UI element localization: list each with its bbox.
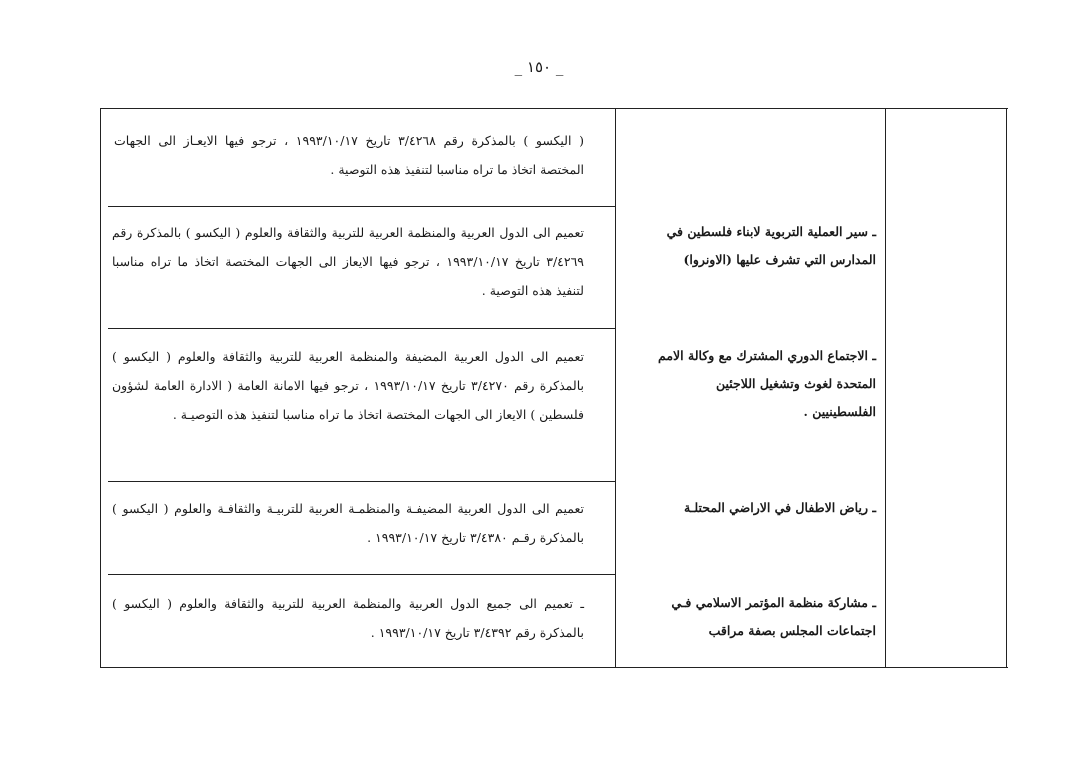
table-left-border: [100, 108, 101, 668]
row-separator: [108, 328, 615, 329]
table-top-border: [100, 108, 1008, 109]
action-cell: تعميم الى الدول العربية المضيفـة والمنظمـة العربية للتربيـة والثقافـة والعلوم ( اليكسو ) بالمذكرة رقـم ٣/٤٣٨٠ تاريخ ١٩٩٣/١٠/١٧ .: [112, 501, 584, 545]
column-divider-topic: [885, 108, 886, 668]
action-cell: تعميم الى الدول العربية المضيفة والمنظمة العربية للتربية والثقافة والعلوم ( اليكسو ) بالمذكرة رقم ٣/٤٢٧٠ تاريخ ١٩٩٣/١٠/١٧ ، ترجو فيها الامانة العامة ( الادارة العامة لشؤون فلسطين ) الايعاز الى الجهات المختصة اتخاذ ما تراه مناسبا لتنفيذ هذه التوصيـة .: [112, 349, 584, 422]
row-separator: [108, 206, 615, 207]
topic-cell: ـ رياض الاطفال في الاراضي المحتلـة: [683, 500, 876, 515]
table-bottom-border: [100, 667, 1008, 668]
column-divider-action: [615, 108, 616, 668]
table-right-border: [1006, 108, 1007, 668]
topic-cell: ـ سير العملية التربوية لابناء فلسطين في المدارس التي تشرف عليها (الاونروا): [666, 224, 876, 267]
topic-cell: ـ الاجتماع الدوري المشترك مع وكالة الامم المتحدة لغوث وتشغيل اللاجئين الفلسطينيين .: [658, 348, 876, 419]
recommendations-table: [100, 108, 1008, 668]
page-number: _ ١٥٠ _: [514, 58, 564, 76]
action-cell: ( اليكسو ) بالمذكرة رقم ٣/٤٢٦٨ تاريخ ١٩٩٣/١٠/١٧ ، ترجو فيها الايعـاز الى الجهات المختصة اتخاذ ما تراه مناسبا لتنفيذ هذه التوصية .: [114, 133, 584, 177]
topic-cell: ـ مشاركة منظمة المؤتمر الاسلامي فـي اجتماعات المجلس بصفة مراقب: [671, 595, 876, 638]
action-cell: ـ تعميم الى جميع الدول العربية والمنظمة العربية للتربية والثقافة والعلوم ( اليكسو ) بالمذكرة رقم ٣/٤٣٩٢ تاريخ ١٩٩٣/١٠/١٧ .: [112, 596, 584, 640]
action-cell: تعميم الى الدول العربية والمنظمة العربية للتربية والثقافة والعلوم ( اليكسو ) بالمذكرة رقم ٣/٤٢٦٩ تاريخ ١٩٩٣/١٠/١٧ ، ترجو فيها الايعاز الى الجهات المختصة اتخاذ ما تراه مناسبا لتنفيذ هذه التوصية .: [112, 225, 585, 298]
row-separator: [108, 574, 615, 575]
row-separator: [108, 481, 615, 482]
